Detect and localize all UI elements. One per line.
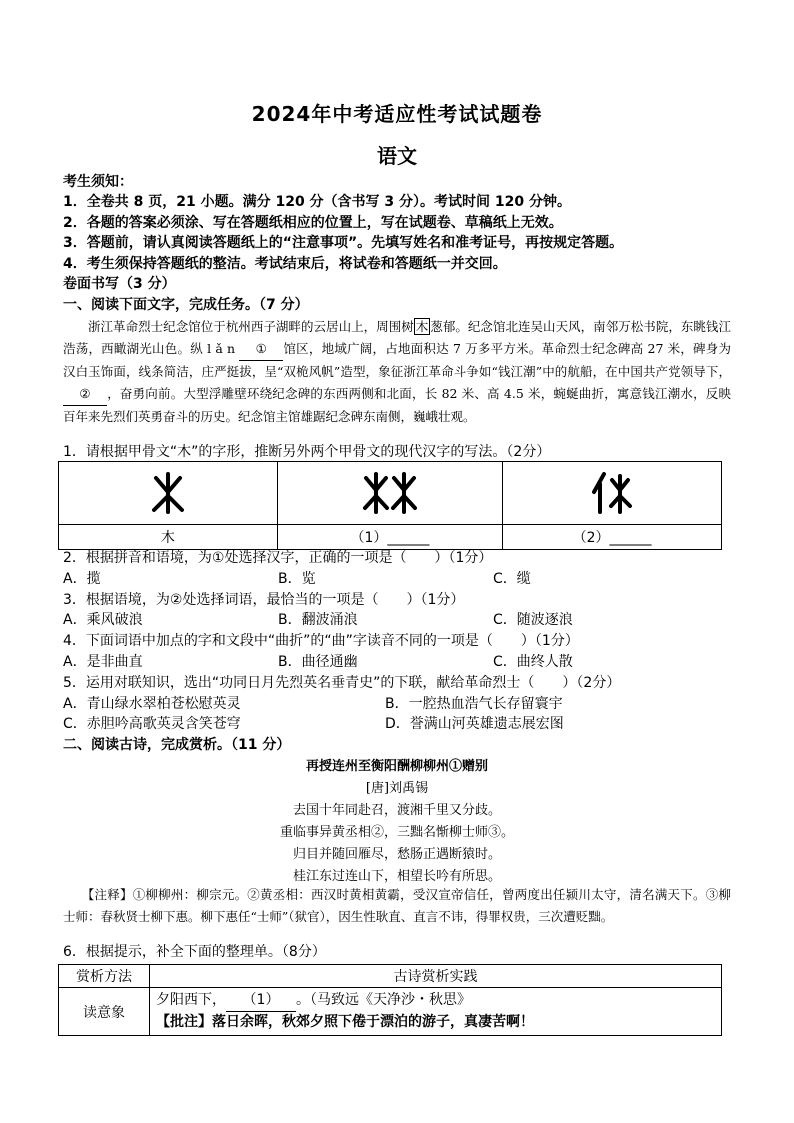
oracle-bone-table	[58, 461, 722, 550]
instruction-item: 1．全卷共 8 页，21 小题。满分 120 分（含书写 3 分）。考试时间 120 分钟。	[63, 194, 572, 210]
exam-title: 2024年中考适应性考试试题卷	[251, 102, 543, 126]
q4-option-b: B．曲径通幽	[278, 654, 358, 670]
instruction-item: 2．各题的答案必须涂、写在答题纸相应的位置上，写在试题卷、草稿纸上无效。	[63, 215, 563, 231]
question-1: 1．请根据甲骨文“木”的字形，推断另外两个甲骨文的现代汉字的写法。（2分）	[63, 444, 551, 460]
section1-heading: 一、阅读下面文字，完成任务。（7 分）	[63, 297, 309, 313]
q2-option-c: C．缆	[493, 571, 531, 587]
reading-passage: 浙江革命烈士纪念馆位于杭州西子湖畔的云居山上，周围树 木 葱郁。纪念馆北连吴山天风，南邻万松书院，东眺钱江浩荡，西瞰湖光山色。纵 l ǎ n ① 馆区，地域广阔，占地面积达 7 万多平方米。革命烈士纪念碑高 27 米，碑身为汉白玉饰面，线条简洁，庄严挺拔，呈“双桅风帆”造型，象征浙江革命斗争如“钱江潮”中的航船，在中国共产党领导下，② ，奋勇向前。大型浮雕壁环绕纪念碑的东西两侧和北面，长 82 米、高 4.5 米，蜿蜒曲折，寓意钱江潮水，反映百年来先烈们英勇奋斗的历史。纪念馆主馆雄踞纪念碑东南侧，巍峨壮观。	[63, 319, 731, 424]
q3-option-a: A．乘风破浪	[63, 612, 143, 628]
oracle-glyph-lin	[277, 462, 502, 525]
q4-option-a: A．是非曲直	[63, 654, 143, 670]
poem-line: 去国十年同赴召，渡湘千里又分歧。	[292, 803, 501, 818]
answer-blank-1: （1）______	[277, 525, 502, 550]
poem-title: 再授连州至衡阳酬柳柳州①赠别	[305, 759, 488, 774]
table-header: 古诗赏析实践	[150, 965, 722, 988]
answer-blank-2: （2）______	[503, 525, 722, 550]
oracle-glyph-xiu	[503, 462, 722, 525]
practice-cell: 夕阳西下， （1） 。（马致远《天净沙・秋思》 【批注】落日余晖，秋郊夕照下倦于漂泊的游子，真凄苦啊！	[150, 988, 722, 1036]
comment-line: 【批注】落日余晖，秋郊夕照下倦于漂泊的游子，真凄苦啊！	[156, 1014, 534, 1030]
instruction-item: 3．答题前，请认真阅读答题纸上的“注意事项”。先填写姓名和准考证号，再按规定答题。	[63, 235, 624, 251]
q5-option-d: D．誉满山河英雄遗志展宏图	[385, 716, 564, 732]
q3-option-c: C．随波逐浪	[493, 612, 573, 628]
subject-title: 语文	[377, 144, 417, 168]
poem-annotation: 【注释】①柳柳州：柳宗元。②黄丞相：西汉时黄相黄霸，受汉宣帝信任，曾两度出任颍川太守，清名满天下。③柳士师：春秋贤士柳下惠。柳下惠任“士师”（狱官），因生性耿直、直言不讳，得罪权贵，三次遭贬黜。	[63, 887, 731, 924]
caption-mu: 木	[59, 525, 278, 550]
q2-option-a: A．揽	[63, 571, 101, 587]
boxed-character: 木	[415, 319, 429, 334]
poem-line: 桂江东过连山下，相望长吟有所思。	[292, 869, 501, 884]
poem-line: 重临事异黄丞相②，三黜名惭柳士师③。	[279, 825, 514, 840]
instructions-heading: 考生须知：	[63, 174, 133, 190]
question-5: 5．运用对联知识，选出“功同日月先烈英名垂青史”的下联，献给革命烈士（ ）（2分）	[63, 675, 621, 691]
q2-option-b: B．览	[278, 571, 316, 587]
analysis-table	[58, 964, 722, 1036]
q3-option-b: B．翻波涌浪	[278, 612, 358, 628]
question-4: 4．下面词语中加点的字和文段中“曲折”的“曲”字读音不同的一项是（ ）（1分）	[63, 633, 579, 649]
q4-option-c: C．曲终人散	[493, 654, 573, 670]
answer-blank-poem: （1）	[226, 990, 296, 1012]
question-3: 3．根据语境，为②处选择词语，最恰当的一项是（ ）（1分）	[63, 592, 465, 608]
question-6: 6．根据提示，补全下面的整理单。（8分）	[63, 944, 326, 960]
table-header: 赏析方法	[59, 965, 150, 988]
q5-option-c: C．赤胆吟高歌英灵含笑苍穹	[63, 716, 241, 732]
blank-1: ①	[239, 338, 283, 361]
question-2: 2．根据拼音和语境，为①处选择汉字，正确的一项是（ ）（1分）	[63, 550, 493, 566]
poem-author: [唐]刘禹锡	[365, 781, 429, 796]
handwriting-score: 卷面书写（3 分）	[63, 276, 176, 292]
method-label: 读意象	[59, 988, 150, 1036]
poem-line: 归目并随回雁尽，愁肠正遇断猿时。	[292, 847, 501, 862]
oracle-glyph-mu	[59, 462, 278, 525]
instruction-item: 4．考生须保持答题纸的整洁。考试结束后，将试卷和答题纸一并交回。	[63, 256, 507, 272]
q5-option-b: B．一腔热血浩气长存留寰宇	[385, 696, 563, 712]
section2-heading: 二、阅读古诗，完成赏析。（11 分）	[63, 737, 291, 753]
blank-2: ②	[63, 383, 107, 406]
q5-option-a: A．青山绿水翠柏苍松慰英灵	[63, 696, 241, 712]
